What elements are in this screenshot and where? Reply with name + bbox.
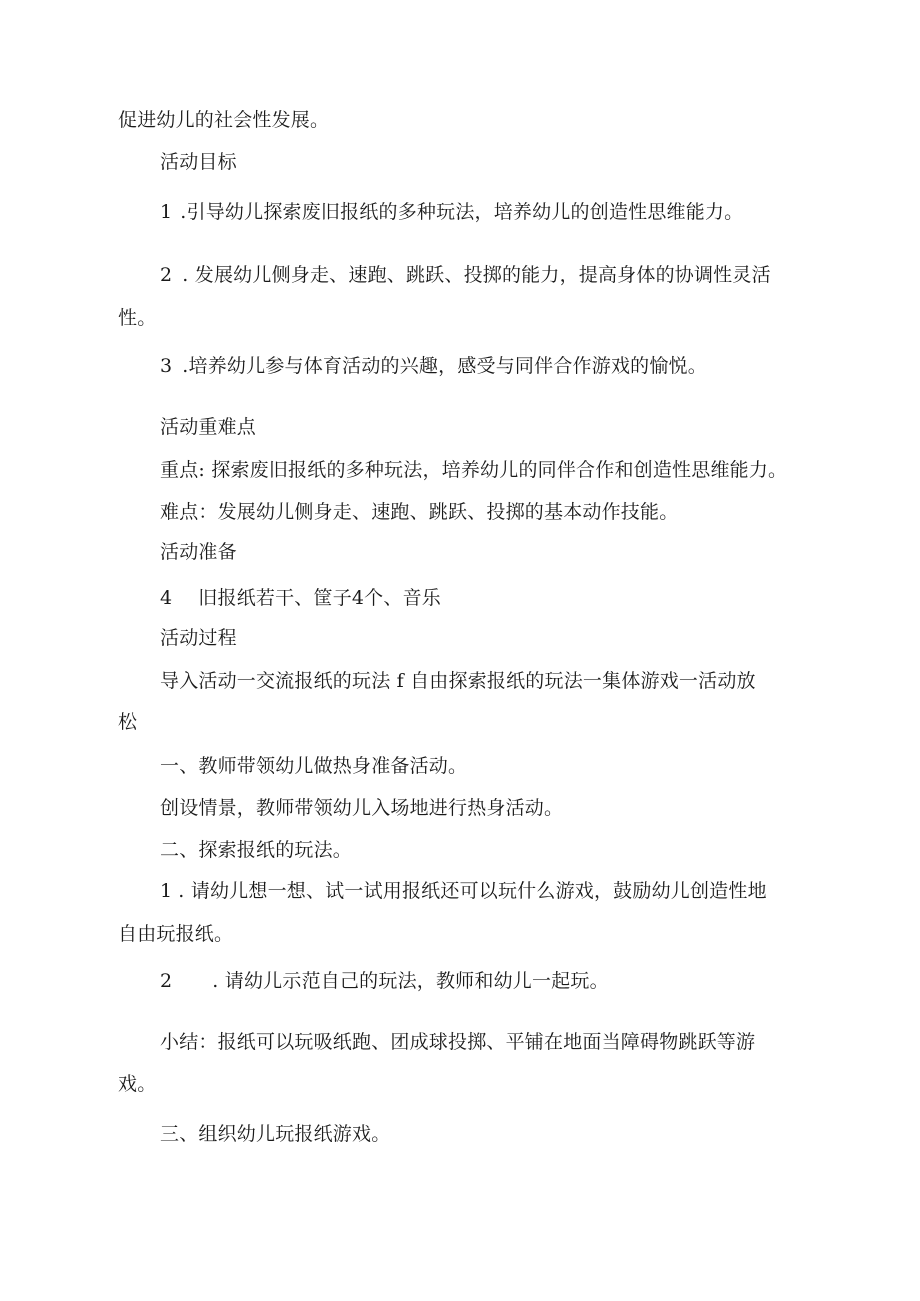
paragraph-line — [118, 922, 233, 946]
step-heading-1 — [160, 754, 467, 778]
step-heading-2 — [160, 838, 352, 862]
heading-text: 活动重难点 — [160, 416, 257, 438]
heading-text: 活动准备 — [160, 541, 237, 563]
paragraph-line — [118, 1072, 156, 1096]
text: 难点：发展幼儿侧身走、速跑、跳跃、投掷的基本动作技能。 — [160, 501, 679, 523]
item-number: 3 — [160, 355, 173, 377]
item-text: . 请幼儿想一想、试一试用报纸还可以玩什么游戏，鼓励幼儿创造性地 — [178, 880, 767, 902]
item-number: 1 — [160, 201, 173, 223]
section-heading-preparation — [160, 540, 237, 564]
key-point — [160, 458, 787, 482]
step-item-1 — [160, 879, 767, 903]
goal-item-2 — [160, 263, 771, 287]
goal-item-3 — [160, 354, 707, 378]
text: 三、组织幼儿玩报纸游戏。 — [160, 1123, 391, 1145]
item-number: 2 — [160, 970, 173, 992]
paragraph-line — [118, 306, 156, 330]
item-number: 2 — [160, 264, 173, 286]
preparation-item — [160, 586, 441, 610]
heading-text: 活动目标 — [160, 151, 237, 173]
step-item-2 — [160, 969, 609, 993]
text: 一、教师带领幼儿做热身准备活动。 — [160, 755, 468, 777]
text: 重点: 探索废旧报纸的多种玩法，培养幼儿的同伴合作和创造性思维能力。 — [160, 459, 788, 481]
heading-text: 活动过程 — [160, 627, 237, 649]
paragraph-line — [118, 108, 329, 132]
paragraph-line — [160, 669, 756, 693]
difficult-point — [160, 500, 678, 524]
paragraph-line — [160, 796, 563, 820]
text: 松 — [118, 711, 138, 733]
text: 二、探索报纸的玩法。 — [160, 839, 353, 861]
section-heading-process — [160, 626, 237, 650]
step-heading-3 — [160, 1122, 390, 1146]
item-number: 1 — [160, 880, 173, 902]
text: 戏。 — [118, 1073, 157, 1095]
goal-item-1 — [160, 200, 743, 224]
section-heading-key-points — [160, 415, 256, 439]
item-text: .培养幼儿参与体育活动的兴趣，感受与同伴合作游戏的愉悦。 — [182, 355, 707, 377]
section-heading-goals — [160, 150, 237, 174]
text: 性。 — [118, 307, 157, 329]
text: 促进幼儿的社会性发展。 — [118, 109, 330, 131]
text: 自由玩报纸。 — [118, 923, 234, 945]
item-text: . 发展幼儿侧身走、速跑、跳跃、投掷的能力，提高身体的协调性灵活 — [182, 264, 771, 286]
summary — [160, 1030, 755, 1054]
text: 创设情景，教师带领幼儿入场地进行热身活动。 — [160, 797, 564, 819]
paragraph-line — [118, 710, 137, 734]
item-text: .引导幼儿探索废旧报纸的多种玩法，培养幼儿的创造性思维能力。 — [180, 201, 744, 223]
text: 小结：报纸可以玩吸纸跑、团成球投掷、平铺在地面当障碍物跳跃等游 — [160, 1031, 756, 1053]
item-text: . 请幼儿示范自己的玩法，教师和幼儿一起玩。 — [212, 970, 609, 992]
item-text: 旧报纸若干、筐子4个、音乐 — [198, 587, 441, 609]
text: 导入活动一交流报纸的玩法 f 自由探索报纸的玩法一集体游戏一活动放 — [160, 670, 756, 692]
item-number: 4 — [160, 587, 173, 609]
